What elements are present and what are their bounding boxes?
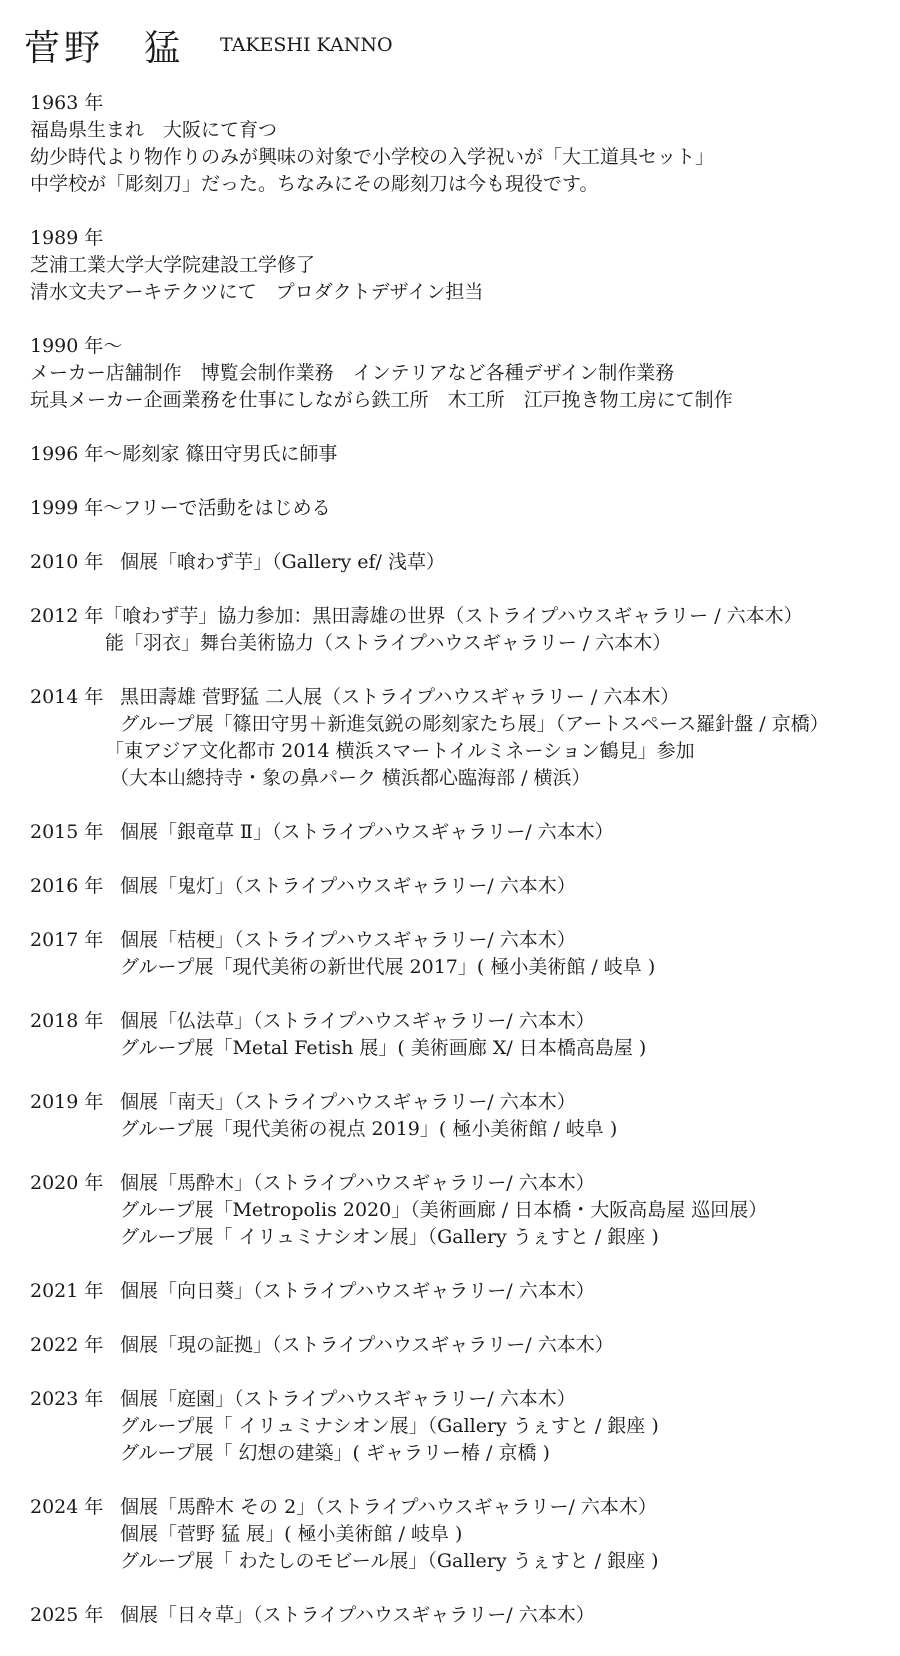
bio-entry-2023 [30,1386,890,1467]
entry-year: 2014 年 [30,686,104,708]
bio-entry-2020 [30,1170,890,1251]
entry-line: 2012 年「喰わず芋」協力参加：黒田壽雄の世界（ストライプハウスギャラリー / 六本木） [30,605,803,627]
bio-entry-2015 [30,819,890,846]
entry-year: 2020 年 [30,1172,104,1194]
entry-year: 2015 年 [30,821,104,843]
bio-entry-2019 [30,1089,890,1143]
entry-line: 個展「菅野 猛 展」( 極小美術館 / 岐阜 ) [120,1523,463,1545]
entry-line: （大本山總持寺・象の鼻パーク 横浜都心臨海部 / 横浜） [110,767,591,789]
entry-year: 2024 年 [30,1496,104,1518]
entry-line: 個展「銀竜草 Ⅱ」（ストライプハウスギャラリー/ 六本木） [120,821,614,843]
bio-entry-2024 [30,1494,890,1575]
entry-line: 福島県生まれ 大阪にて育つ [30,119,278,141]
entry-line: 1996 年〜彫刻家 篠田守男氏に師事 [30,443,338,465]
entry-line: グループ展「 幻想の建築」( ギャラリー椿 / 京橋 ) [120,1442,550,1464]
entry-line: 個展「仏法草」（ストライプハウスギャラリー/ 六本木） [120,1010,595,1032]
entry-line: 個展「向日葵」（ストライプハウスギャラリー/ 六本木） [120,1280,595,1302]
entry-line: 「東アジア文化都市 2014 横浜スマートイルミネーション鶴見」参加 [105,740,695,762]
entry-line: グループ展「 イリュミナシオン展」（Gallery うぇすと / 銀座 ) [120,1415,659,1437]
entry-line: 玩具メーカー企画業務を仕事にしながら鉄工所 木工所 江戸挽き物工房にて制作 [30,389,733,411]
entry-line: グループ展「現代美術の視点 2019」( 極小美術館 / 岐阜 ) [120,1118,618,1140]
entry-line: 個展「桔梗」（ストライプハウスギャラリー/ 六本木） [120,929,576,951]
bio-entry-1990 [30,333,890,414]
entry-line: 能「羽衣」舞台美術協力（ストライプハウスギャラリー / 六本木） [105,632,672,654]
entry-year: 2022 年 [30,1334,104,1356]
entry-line: 中学校が「彫刻刀」だった。ちなみにその彫刻刀は今も現役です。 [30,173,599,195]
bio-entry-2014 [30,684,890,792]
entry-line: 個展「鬼灯」（ストライプハウスギャラリー/ 六本木） [120,875,576,897]
entry-line: 個展「喰わず芋」（Gallery ef/ 浅草） [120,551,445,573]
bio-entry-2018 [30,1008,890,1062]
bio-entry-2021 [30,1278,890,1305]
entry-year: 2023 年 [30,1388,104,1410]
bio-entry-2010 [30,549,890,576]
entry-year: 1963 年 [30,92,104,114]
entry-year: 2010 年 [30,551,104,573]
entry-line: 個展「庭園」（ストライプハウスギャラリー/ 六本木） [120,1388,576,1410]
artist-name-english: TAKESHI KANNO [220,34,393,56]
entry-line: グループ展「Metal Fetish 展」( 美術画廊 X/ 日本橋高島屋 ) [120,1037,647,1059]
bio-entry-2012 [30,603,890,657]
entry-line: 1999 年〜フリーで活動をはじめる [30,497,331,519]
entry-year: 2025 年 [30,1604,104,1626]
entry-line: グループ展「 わたしのモビール展」（Gallery うぇすと / 銀座 ) [120,1550,659,1572]
bio-entry-1999 [30,495,890,522]
bio-entry-2017 [30,927,890,981]
bio-entry-1996 [30,441,890,468]
entry-line: 清水文夫アーキテクツにて プロダクトデザイン担当 [30,281,484,303]
entry-line: グループ展「篠田守男＋新進気鋭の彫刻家たち展」（アートスペース羅針盤 / 京橋） [120,713,829,735]
entry-line: 個展「南天」（ストライプハウスギャラリー/ 六本木） [120,1091,576,1113]
bio-entry-2022 [30,1332,890,1359]
entry-line: 個展「馬酔木 その 2」（ストライプハウスギャラリー/ 六本木） [120,1496,657,1518]
entry-line: 個展「現の証拠」（ストライプハウスギャラリー/ 六本木） [120,1334,614,1356]
bio-entry-2025 [30,1602,890,1629]
bio-entry-1963 [30,90,890,198]
entry-line: 個展「日々草」（ストライプハウスギャラリー/ 六本木） [120,1604,595,1626]
entry-year: 2019 年 [30,1091,104,1113]
entry-year: 2021 年 [30,1280,104,1302]
artist-name-japanese: 菅野 猛 [24,28,185,69]
entry-year: 1989 年 [30,227,104,249]
entry-year: 2018 年 [30,1010,104,1032]
entry-year: 2017 年 [30,929,104,951]
biography [30,90,890,1656]
entry-line: グループ展「 イリュミナシオン展」（Gallery うぇすと / 銀座 ) [120,1226,659,1248]
entry-line: グループ展「Metropolis 2020」（美術画廊 / 日本橋・大阪高島屋 巡回展） [120,1199,768,1221]
bio-entry-2016 [30,873,890,900]
entry-line: 黒田壽雄 菅野猛 二人展（ストライプハウスギャラリー / 六本木） [120,686,680,708]
entry-line: グループ展「現代美術の新世代展 2017」( 極小美術館 / 岐阜 ) [120,956,656,978]
entry-year: 1990 年〜 [30,335,123,357]
entry-line: 芝浦工業大学大学院建設工学修了 [30,254,316,276]
bio-entry-1989 [30,225,890,306]
entry-line: 幼少時代より物作りのみが興味の対象で小学校の入学祝いが「大工道具セット」 [30,146,715,168]
entry-year: 2016 年 [30,875,104,897]
entry-line: 個展「馬酔木」（ストライプハウスギャラリー/ 六本木） [120,1172,595,1194]
entry-line: メーカー店舗制作 博覧会制作業務 インテリアなど各種デザイン制作業務 [30,362,675,384]
